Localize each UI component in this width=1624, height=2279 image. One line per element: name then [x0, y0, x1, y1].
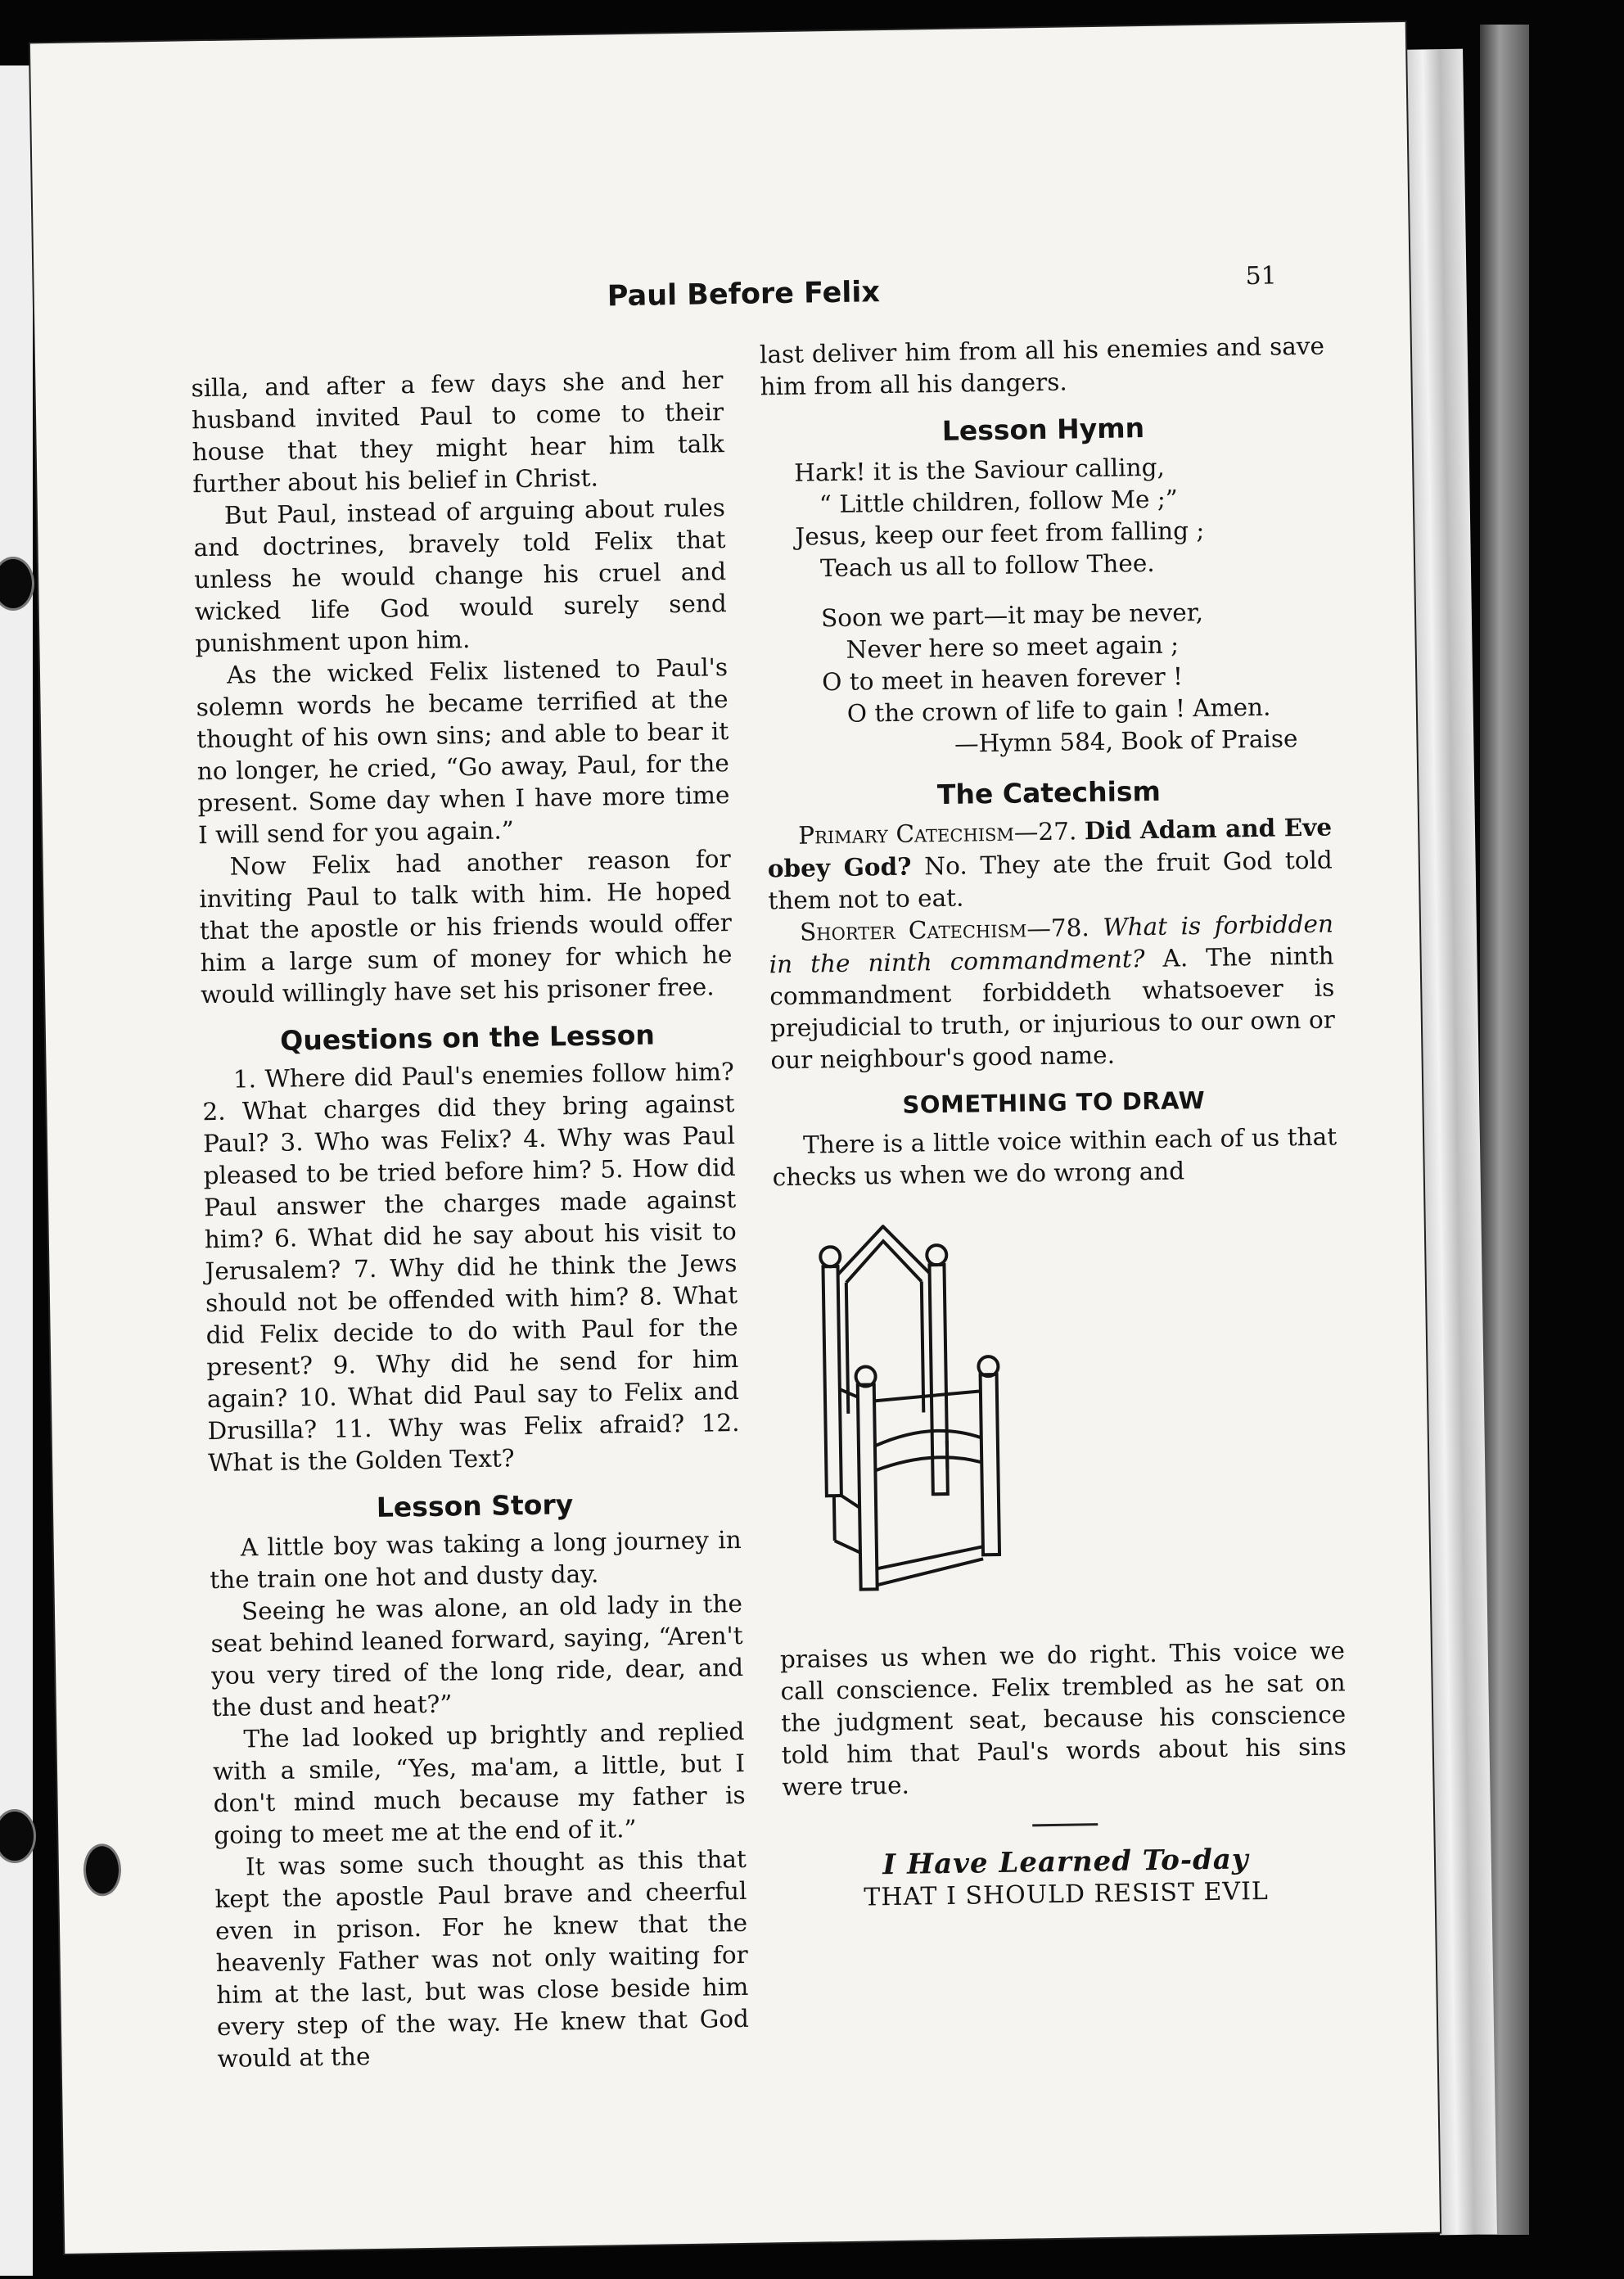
- hymn-attribution: —Hymn 584, Book of Praise: [954, 724, 1298, 758]
- hymn-line: Never here so meet again ;: [846, 630, 1180, 664]
- hymn-line: O to meet in heaven forever !: [822, 662, 1184, 697]
- punch-hole: [83, 1844, 121, 1897]
- story-paragraph: It was some such thought as this that kept the apostle Paul brave and cheerful even in prison. For he knew that the heavenly Father was not only waiting for him at the last, but was close beside him every step of the way. He knew that God would at the: [214, 1844, 750, 2074]
- story-paragraph: A little boy was taking a long journey in the train one hot and dusty day.: [210, 1525, 742, 1595]
- primary-catechism: [767, 811, 1333, 918]
- hymn: [794, 449, 1331, 763]
- primary-answer: No. They ate the fruit God told them not to eat.: [768, 846, 1333, 915]
- hymn-line: “ Little children, follow Me ;”: [819, 485, 1179, 519]
- story-paragraph: Seeing he was alone, an old lady in the seat behind leaned forward, saying, “Aren't you very tired of the long ride, dear, and the dust and heat?”: [210, 1589, 744, 1722]
- page-number: 51: [1245, 261, 1278, 291]
- primary-question: Did Adam and Eve obey God?: [767, 812, 1333, 883]
- hymn-line: O the crown of life to gain ! Amen.: [846, 693, 1271, 728]
- story-paragraph: The lad looked up brightly and replied with a smile, “Yes, ma'am, a little, but I don't mind much because my father is going to meet me at the end of it.”: [212, 1717, 746, 1850]
- story-heading: Lesson Story: [376, 1488, 574, 1523]
- catechism-heading: The Catechism: [936, 774, 1162, 811]
- shorter-answer: A. The ninth commandment forbiddeth whatsoever is prejudicial to truth, or injurious to our own or our neighbour's good name.: [769, 941, 1336, 1075]
- hymn-line: Jesus, keep our feet from falling ;: [795, 516, 1205, 551]
- throne-chair-illustration: [806, 1223, 1025, 1603]
- paragraph: silla, and after a few days she and her husband invited Paul to come to their house that they might hear him talk further about his belief in Christ.: [191, 366, 724, 499]
- left-column: [191, 364, 750, 2075]
- shorter-catechism: [769, 908, 1336, 1076]
- right-column: [760, 331, 1349, 1916]
- shorter-question: What is forbidden in the ninth commandment?: [769, 909, 1334, 979]
- draw-heading: SOMETHING TO DRAW: [902, 1085, 1206, 1119]
- questions-text: 1. Where did Paul's enemies follow him? 2. What charges did they bring against Paul? 3. Who was Felix? 4. Why was Paul pleased to be tried before him? 5. How did Paul answer the charges made against him? 6. What did he say about his visit to Jerusalem? 7. Why did he think the Jews should not be offended with him? 8. What did Felix decide to do with Paul for the present? 9. Why did he send for him again? 10. What did Paul say to Felix and Drusilla? 11. Why was Felix afraid? 12. What is the Golden Text?: [202, 1058, 740, 1478]
- questions-heading: Questions on the Lesson: [279, 1018, 656, 1057]
- paragraph: But Paul, instead of arguing about rules and doctrines, bravely told Felix that unless he would change his cruel and wicked life God would surely send punishment upon him.: [193, 494, 728, 658]
- learned-heading: I Have Learned To-day: [882, 1843, 1249, 1882]
- shorter-label: Shorter Catechism—78.: [799, 914, 1090, 946]
- hymn-stanza: [796, 595, 1331, 763]
- paragraph: last deliver him from all his enemies and save him from all his dangers.: [759, 332, 1325, 401]
- running-title: Paul Before Felix: [607, 276, 881, 314]
- hymn-line: Teach us all to follow Thee.: [819, 548, 1155, 583]
- hymn-heading: Lesson Hymn: [941, 412, 1145, 447]
- learned-text: THAT I SHOULD RESIST EVIL: [864, 1876, 1270, 1912]
- hymn-line: Soon we part—it may be never,: [820, 598, 1204, 633]
- draw-text: There is a little voice within each of us that checks us when we do wrong and: [772, 1122, 1338, 1192]
- hymn-stanza: [794, 449, 1328, 585]
- hymn-line: Hark! it is the Saviour calling,: [793, 453, 1166, 487]
- adjacent-page-strip: [0, 65, 33, 2276]
- paragraph: As the wicked Felix listened to Paul's solemn words he became terrified at the thought of his own sins; and able to bear it no longer, he cried, “Go away, Paul, for the present. Some day when I have more time I will send for you again.”: [196, 653, 730, 850]
- paragraph: Now Felix had another reason for inviting Paul to talk with him. He hoped that the apostle or his friends would offer him a large sum of money for which he would willingly have set his prisoner free.: [199, 845, 733, 1009]
- primary-label: Primary Catechism—27.: [797, 817, 1077, 850]
- draw-text-continued: praises us when we do right. This voice we call conscience. Felix trembled as he sat on the judgment seat, because his conscience told him that Paul's words about his sins were true.: [779, 1636, 1347, 1802]
- book-page: [30, 22, 1440, 2254]
- divider-rule: [1032, 1823, 1098, 1826]
